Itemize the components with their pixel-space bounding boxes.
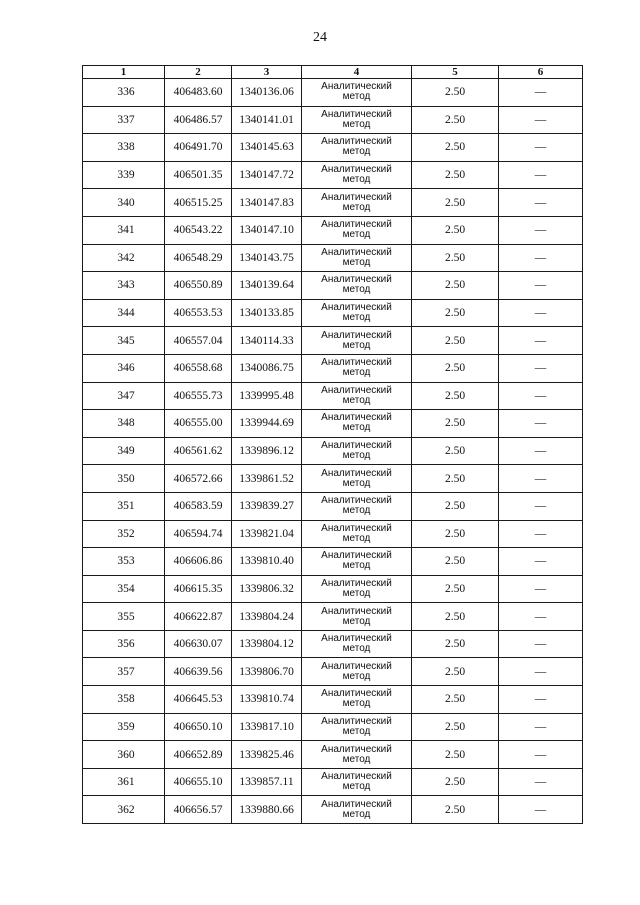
method-line-1: Аналитический [321, 715, 392, 727]
accuracy-cell: 2.50 [412, 492, 499, 520]
point-number-cell: 337 [83, 106, 165, 134]
table-row [83, 492, 583, 520]
y-coordinate-cell: 1339896.12 [232, 437, 302, 465]
y-coordinate-cell: 1340145.63 [232, 134, 302, 162]
note-cell: — [499, 713, 583, 741]
x-coordinate-cell: 406548.29 [165, 244, 232, 272]
method-line-1: Аналитический [321, 495, 392, 507]
x-coordinate-cell: 406550.89 [165, 272, 232, 300]
method-line-1: Аналитический [321, 81, 392, 93]
table-row [83, 796, 583, 824]
note-cell: — [499, 189, 583, 217]
y-coordinate-cell: 1339810.74 [232, 686, 302, 714]
note-cell: — [499, 299, 583, 327]
table-row [83, 520, 583, 548]
method-cell [302, 713, 412, 741]
table-row [83, 630, 583, 658]
method-line-1: Аналитический [321, 412, 392, 424]
note-cell: — [499, 548, 583, 576]
method-line-2: метод [342, 532, 371, 544]
point-number-cell: 347 [83, 382, 165, 410]
method-cell [302, 161, 412, 189]
note-cell: — [499, 244, 583, 272]
table-body [83, 79, 583, 824]
method-cell [302, 189, 412, 217]
x-coordinate-cell: 406515.25 [165, 189, 232, 217]
accuracy-cell: 2.50 [412, 106, 499, 134]
table-row [83, 161, 583, 189]
method-cell [302, 658, 412, 686]
table-row [83, 658, 583, 686]
method-line-2: метод [342, 339, 371, 351]
note-cell: — [499, 741, 583, 769]
table-row [83, 713, 583, 741]
method-line-2: метод [342, 505, 371, 517]
method-line-1: Аналитический [321, 467, 392, 479]
y-coordinate-cell: 1340133.85 [232, 299, 302, 327]
method-cell [302, 603, 412, 631]
method-line-1: Аналитический [321, 633, 392, 645]
note-cell: — [499, 658, 583, 686]
point-number-cell: 341 [83, 216, 165, 244]
method-line-2: метод [342, 781, 371, 793]
y-coordinate-cell: 1339804.24 [232, 603, 302, 631]
accuracy-cell: 2.50 [412, 410, 499, 438]
method-line-2: метод [342, 312, 371, 324]
x-coordinate-cell: 406594.74 [165, 520, 232, 548]
point-number-cell: 350 [83, 465, 165, 493]
method-cell [302, 272, 412, 300]
method-line-1: Аналитический [321, 357, 392, 369]
method-line-2: метод [342, 753, 371, 765]
method-line-2: метод [342, 670, 371, 682]
method-line-2: метод [342, 118, 371, 130]
method-line-2: метод [342, 174, 371, 186]
accuracy-cell: 2.50 [412, 768, 499, 796]
accuracy-cell: 2.50 [412, 437, 499, 465]
table-row [83, 354, 583, 382]
table-row [83, 106, 583, 134]
point-number-cell: 336 [83, 79, 165, 107]
method-cell [302, 768, 412, 796]
method-line-1: Аналитический [321, 743, 392, 755]
x-coordinate-cell: 406483.60 [165, 79, 232, 107]
y-coordinate-cell: 1340147.72 [232, 161, 302, 189]
method-line-1: Аналитический [321, 329, 392, 341]
note-cell: — [499, 79, 583, 107]
point-number-cell: 358 [83, 686, 165, 714]
point-number-cell: 353 [83, 548, 165, 576]
table-row [83, 603, 583, 631]
method-cell [302, 796, 412, 824]
y-coordinate-cell: 1340086.75 [232, 354, 302, 382]
y-coordinate-cell: 1339995.48 [232, 382, 302, 410]
method-cell [302, 299, 412, 327]
method-cell [302, 79, 412, 107]
table-row [83, 437, 583, 465]
method-line-1: Аналитический [321, 522, 392, 534]
accuracy-cell: 2.50 [412, 686, 499, 714]
table-row [83, 134, 583, 162]
method-cell [302, 492, 412, 520]
x-coordinate-cell: 406572.66 [165, 465, 232, 493]
x-coordinate-cell: 406558.68 [165, 354, 232, 382]
y-coordinate-cell: 1339857.11 [232, 768, 302, 796]
accuracy-cell: 2.50 [412, 189, 499, 217]
x-coordinate-cell: 406655.10 [165, 768, 232, 796]
note-cell: — [499, 437, 583, 465]
point-number-cell: 346 [83, 354, 165, 382]
table-row [83, 768, 583, 796]
note-cell: — [499, 382, 583, 410]
method-cell [302, 327, 412, 355]
point-number-cell: 352 [83, 520, 165, 548]
method-cell [302, 410, 412, 438]
note-cell: — [499, 686, 583, 714]
note-cell: — [499, 106, 583, 134]
point-number-cell: 360 [83, 741, 165, 769]
method-line-2: метод [342, 284, 371, 296]
note-cell: — [499, 410, 583, 438]
method-line-1: Аналитический [321, 274, 392, 286]
y-coordinate-cell: 1340136.06 [232, 79, 302, 107]
accuracy-cell: 2.50 [412, 658, 499, 686]
method-line-2: метод [342, 229, 371, 241]
method-line-2: метод [342, 560, 371, 572]
note-cell: — [499, 520, 583, 548]
note-cell: — [499, 161, 583, 189]
x-coordinate-cell: 406555.73 [165, 382, 232, 410]
table-row [83, 216, 583, 244]
accuracy-cell: 2.50 [412, 575, 499, 603]
y-coordinate-cell: 1339810.40 [232, 548, 302, 576]
note-cell: — [499, 272, 583, 300]
x-coordinate-cell: 406615.35 [165, 575, 232, 603]
method-cell [302, 134, 412, 162]
table-row [83, 548, 583, 576]
point-number-cell: 343 [83, 272, 165, 300]
accuracy-cell: 2.50 [412, 79, 499, 107]
method-cell [302, 548, 412, 576]
point-number-cell: 345 [83, 327, 165, 355]
method-line-1: Аналитический [321, 660, 392, 672]
point-number-cell: 344 [83, 299, 165, 327]
method-line-2: метод [342, 201, 371, 213]
point-number-cell: 338 [83, 134, 165, 162]
note-cell: — [499, 216, 583, 244]
y-coordinate-cell: 1339806.32 [232, 575, 302, 603]
accuracy-cell: 2.50 [412, 548, 499, 576]
y-coordinate-cell: 1340147.83 [232, 189, 302, 217]
x-coordinate-cell: 406561.62 [165, 437, 232, 465]
method-line-2: метод [342, 587, 371, 599]
accuracy-cell: 2.50 [412, 465, 499, 493]
x-coordinate-cell: 406501.35 [165, 161, 232, 189]
y-coordinate-cell: 1339825.46 [232, 741, 302, 769]
method-line-1: Аналитический [321, 798, 392, 810]
method-line-1: Аналитический [321, 384, 392, 396]
point-number-cell: 342 [83, 244, 165, 272]
x-coordinate-cell: 406543.22 [165, 216, 232, 244]
column-header: 6 [499, 66, 583, 79]
y-coordinate-cell: 1340143.75 [232, 244, 302, 272]
accuracy-cell: 2.50 [412, 713, 499, 741]
method-line-1: Аналитический [321, 136, 392, 148]
header-row [83, 66, 583, 79]
y-coordinate-cell: 1339821.04 [232, 520, 302, 548]
accuracy-cell: 2.50 [412, 134, 499, 162]
method-line-1: Аналитический [321, 440, 392, 452]
y-coordinate-cell: 1339804.12 [232, 630, 302, 658]
x-coordinate-cell: 406606.86 [165, 548, 232, 576]
method-cell [302, 575, 412, 603]
x-coordinate-cell: 406486.57 [165, 106, 232, 134]
table-row [83, 686, 583, 714]
note-cell: — [499, 768, 583, 796]
method-line-2: метод [342, 91, 371, 103]
method-line-1: Аналитический [321, 164, 392, 176]
table-row [83, 244, 583, 272]
method-line-2: метод [342, 698, 371, 710]
point-number-cell: 339 [83, 161, 165, 189]
accuracy-cell: 2.50 [412, 299, 499, 327]
point-number-cell: 362 [83, 796, 165, 824]
table-row [83, 79, 583, 107]
y-coordinate-cell: 1340141.01 [232, 106, 302, 134]
method-line-2: метод [342, 643, 371, 655]
y-coordinate-cell: 1339861.52 [232, 465, 302, 493]
y-coordinate-cell: 1339817.10 [232, 713, 302, 741]
method-line-1: Аналитический [321, 771, 392, 783]
method-line-2: метод [342, 450, 371, 462]
method-line-1: Аналитический [321, 605, 392, 617]
note-cell: — [499, 575, 583, 603]
x-coordinate-cell: 406652.89 [165, 741, 232, 769]
note-cell: — [499, 327, 583, 355]
y-coordinate-cell: 1339880.66 [232, 796, 302, 824]
note-cell: — [499, 492, 583, 520]
method-cell [302, 741, 412, 769]
method-cell [302, 106, 412, 134]
table-row [83, 410, 583, 438]
note-cell: — [499, 603, 583, 631]
x-coordinate-cell: 406639.56 [165, 658, 232, 686]
x-coordinate-cell: 406650.10 [165, 713, 232, 741]
accuracy-cell: 2.50 [412, 630, 499, 658]
method-line-1: Аналитический [321, 550, 392, 562]
note-cell: — [499, 134, 583, 162]
method-line-2: метод [342, 808, 371, 820]
page-number: 24 [313, 30, 327, 45]
method-line-2: метод [342, 367, 371, 379]
column-header: 1 [83, 66, 165, 79]
note-cell: — [499, 465, 583, 493]
accuracy-cell: 2.50 [412, 272, 499, 300]
y-coordinate-cell: 1339944.69 [232, 410, 302, 438]
accuracy-cell: 2.50 [412, 354, 499, 382]
method-line-2: метод [342, 615, 371, 627]
x-coordinate-cell: 406622.87 [165, 603, 232, 631]
point-number-cell: 361 [83, 768, 165, 796]
method-cell [302, 686, 412, 714]
method-line-1: Аналитический [321, 191, 392, 203]
method-cell [302, 354, 412, 382]
method-cell [302, 437, 412, 465]
point-number-cell: 351 [83, 492, 165, 520]
x-coordinate-cell: 406553.53 [165, 299, 232, 327]
note-cell: — [499, 630, 583, 658]
x-coordinate-cell: 406557.04 [165, 327, 232, 355]
method-line-2: метод [342, 394, 371, 406]
point-number-cell: 340 [83, 189, 165, 217]
method-cell [302, 382, 412, 410]
method-cell [302, 244, 412, 272]
accuracy-cell: 2.50 [412, 603, 499, 631]
table-header [83, 66, 583, 79]
point-number-cell: 357 [83, 658, 165, 686]
table-row [83, 272, 583, 300]
method-line-2: метод [342, 422, 371, 434]
method-cell [302, 630, 412, 658]
method-line-1: Аналитический [321, 108, 392, 120]
point-number-cell: 355 [83, 603, 165, 631]
accuracy-cell: 2.50 [412, 382, 499, 410]
x-coordinate-cell: 406491.70 [165, 134, 232, 162]
coordinates-table [82, 65, 583, 824]
accuracy-cell: 2.50 [412, 216, 499, 244]
accuracy-cell: 2.50 [412, 327, 499, 355]
point-number-cell: 349 [83, 437, 165, 465]
method-line-2: метод [342, 725, 371, 737]
table-row [83, 465, 583, 493]
accuracy-cell: 2.50 [412, 796, 499, 824]
y-coordinate-cell: 1339806.70 [232, 658, 302, 686]
accuracy-cell: 2.50 [412, 161, 499, 189]
x-coordinate-cell: 406645.53 [165, 686, 232, 714]
method-cell [302, 216, 412, 244]
x-coordinate-cell: 406583.59 [165, 492, 232, 520]
accuracy-cell: 2.50 [412, 244, 499, 272]
method-line-1: Аналитический [321, 219, 392, 231]
method-cell [302, 520, 412, 548]
method-line-1: Аналитический [321, 577, 392, 589]
y-coordinate-cell: 1340139.64 [232, 272, 302, 300]
table-row [83, 382, 583, 410]
accuracy-cell: 2.50 [412, 741, 499, 769]
method-line-2: метод [342, 477, 371, 489]
table-row [83, 327, 583, 355]
note-cell: — [499, 796, 583, 824]
table-row [83, 189, 583, 217]
method-cell [302, 465, 412, 493]
column-header: 5 [412, 66, 499, 79]
table-row [83, 299, 583, 327]
point-number-cell: 348 [83, 410, 165, 438]
method-line-1: Аналитический [321, 688, 392, 700]
accuracy-cell: 2.50 [412, 520, 499, 548]
y-coordinate-cell: 1340114.33 [232, 327, 302, 355]
y-coordinate-cell: 1339839.27 [232, 492, 302, 520]
x-coordinate-cell: 406555.00 [165, 410, 232, 438]
column-header: 3 [232, 66, 302, 79]
x-coordinate-cell: 406630.07 [165, 630, 232, 658]
method-line-2: метод [342, 256, 371, 268]
note-cell: — [499, 354, 583, 382]
method-line-2: метод [342, 146, 371, 158]
column-header: 4 [302, 66, 412, 79]
y-coordinate-cell: 1340147.10 [232, 216, 302, 244]
point-number-cell: 359 [83, 713, 165, 741]
table-row [83, 741, 583, 769]
point-number-cell: 356 [83, 630, 165, 658]
method-line-1: Аналитический [321, 302, 392, 314]
table-row [83, 575, 583, 603]
x-coordinate-cell: 406656.57 [165, 796, 232, 824]
method-line-1: Аналитический [321, 246, 392, 258]
column-header: 2 [165, 66, 232, 79]
point-number-cell: 354 [83, 575, 165, 603]
